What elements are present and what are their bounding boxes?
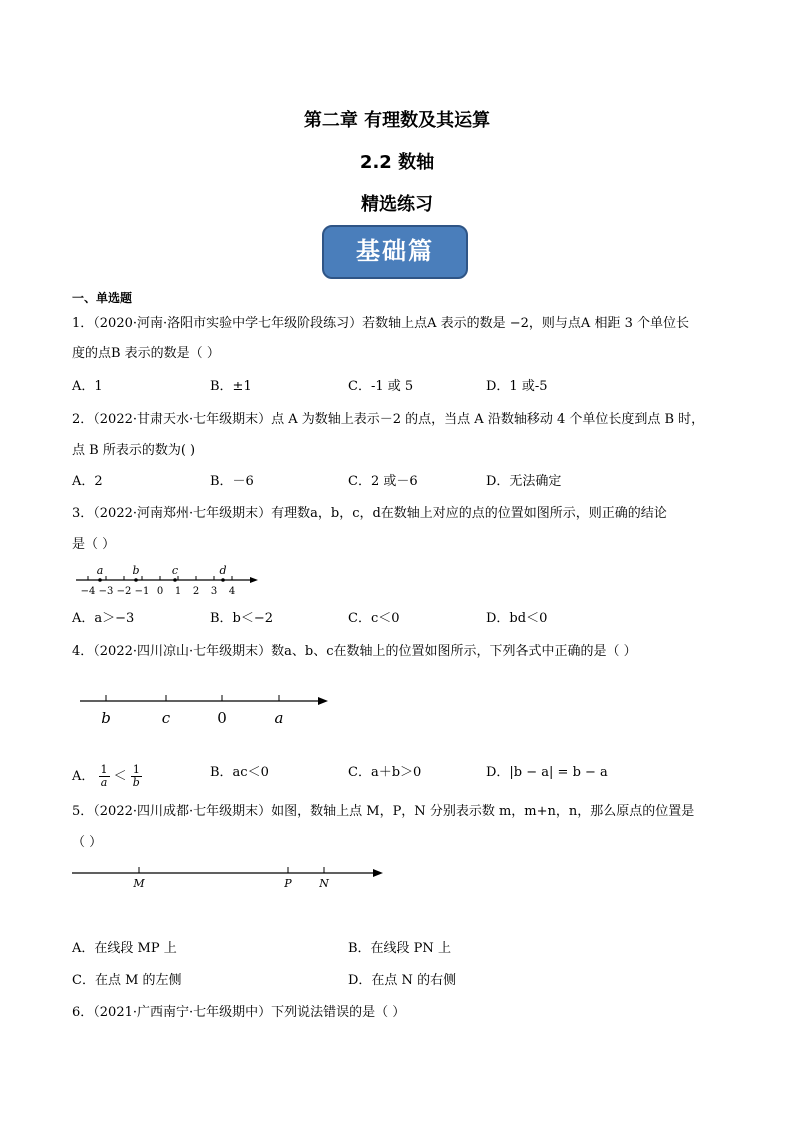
label-a: a (274, 709, 284, 727)
question-5-number-line (70, 862, 388, 894)
question-5-option-a: A．在线段 MP 上 (72, 941, 177, 956)
label-d: d (219, 564, 227, 577)
tick-label: −4 (80, 586, 96, 597)
label-n: N (319, 877, 329, 890)
point-a (98, 578, 102, 582)
question-4-text: 4．（2022·四川凉山·七年级期末）数a、b、c在数轴上的位置如图所示，下列各式中正确的是（ ） (72, 644, 637, 659)
question-4-option-b: B．ac＜0 (210, 765, 269, 780)
label-a: a (96, 564, 104, 577)
question-4-option-d: D．|b − a| = b − a (486, 765, 608, 780)
label-b: b (101, 709, 111, 727)
tick-label: −1 (134, 586, 150, 597)
tick-label: 0 (156, 586, 164, 597)
question-3-text-cont: 是（ ） (72, 537, 116, 552)
question-2-option-a: A．2 (72, 474, 103, 489)
tick-label: 2 (192, 586, 200, 597)
question-4-number-line (74, 688, 336, 730)
point-b (134, 578, 138, 582)
question-3-option-c: C．c＜0 (348, 611, 400, 626)
section-heading: 一、单选题 (72, 291, 133, 305)
question-5-text: 5．（2022·四川成都·七年级期末）如图，数轴上点 M，P，N 分别表示数 m，m+n，n，那么原点的位置是 (72, 804, 695, 819)
label-p: P (284, 877, 292, 890)
tick-label: 1 (174, 586, 182, 597)
section-title: 2.2 数轴 (359, 152, 435, 173)
fraction-1-over-b: $\frac{1}{b}$ (132, 763, 140, 789)
question-1-option-a: A．1 (72, 379, 103, 394)
question-1-option-d: D．1 或-5 (486, 379, 548, 394)
question-4-option-a: A． $\frac{1}{a}$ ＜ $\frac{1}{b}$ (72, 763, 140, 789)
question-3-option-a: A．a＞−3 (72, 611, 135, 626)
tick-label: 4 (228, 586, 236, 597)
point-d (221, 578, 225, 582)
question-4-option-c: C．a＋b＞0 (348, 765, 422, 780)
question-2-option-d: D．无法确定 (486, 474, 562, 489)
question-1-text-cont: 度的点B 表示的数是（ ） (72, 346, 220, 361)
question-3-number-line (70, 562, 270, 600)
tick-label: 3 (210, 586, 218, 597)
question-1-option-c: C．-1 或 5 (348, 379, 414, 394)
tick-label: −2 (116, 586, 132, 597)
tick-label: −3 (98, 586, 114, 597)
question-1-option-b: B．±1 (210, 379, 252, 394)
question-5-option-b: B．在线段 PN 上 (348, 941, 451, 956)
label-m: M (133, 877, 145, 890)
label-zero: 0 (217, 709, 227, 727)
question-3-option-d: D．bd＜0 (486, 611, 548, 626)
question-5-text-cont: （ ） (72, 835, 103, 850)
label-c: c (171, 564, 179, 577)
point-c (173, 578, 177, 582)
chapter-title: 第二章 有理数及其运算 (303, 110, 491, 131)
label-c: c (161, 709, 171, 727)
question-2-option-b: B．－6 (210, 474, 254, 489)
question-3-text: 3．（2022·河南郑州·七年级期末）有理数a，b，c，d在数轴上对应的点的位置如图所示，则正确的结论 (72, 506, 667, 521)
label-b: b (132, 564, 140, 577)
question-5-option-c: C．在点 M 的左侧 (72, 973, 182, 988)
question-2-option-c: C．2 或－6 (348, 474, 418, 489)
question-2-text-cont: 点 B 所表示的数为( ) (72, 443, 196, 458)
subtitle: 精选练习 (361, 194, 433, 215)
level-badge: 基础篇 (322, 225, 468, 279)
question-6-text: 6．（2021·广西南宁·七年级期中）下列说法错误的是（ ） (72, 1005, 406, 1020)
question-2-text: 2．（2022·甘肃天水·七年级期末）点 A 为数轴上表示－2 的点，当点 A 沿数轴移动 4 个单位长度到点 B 时， (72, 412, 705, 427)
question-1-text: 1．（2020·河南·洛阳市实验中学七年级阶段练习）若数轴上点A 表示的数是 −2，则与点A 相距 3 个单位长 (72, 316, 689, 331)
question-5-option-d: D．在点 N 的右侧 (348, 973, 457, 988)
question-3-option-b: B．b＜−2 (210, 611, 274, 626)
fraction-1-over-a: $\frac{1}{a}$ (100, 763, 108, 789)
